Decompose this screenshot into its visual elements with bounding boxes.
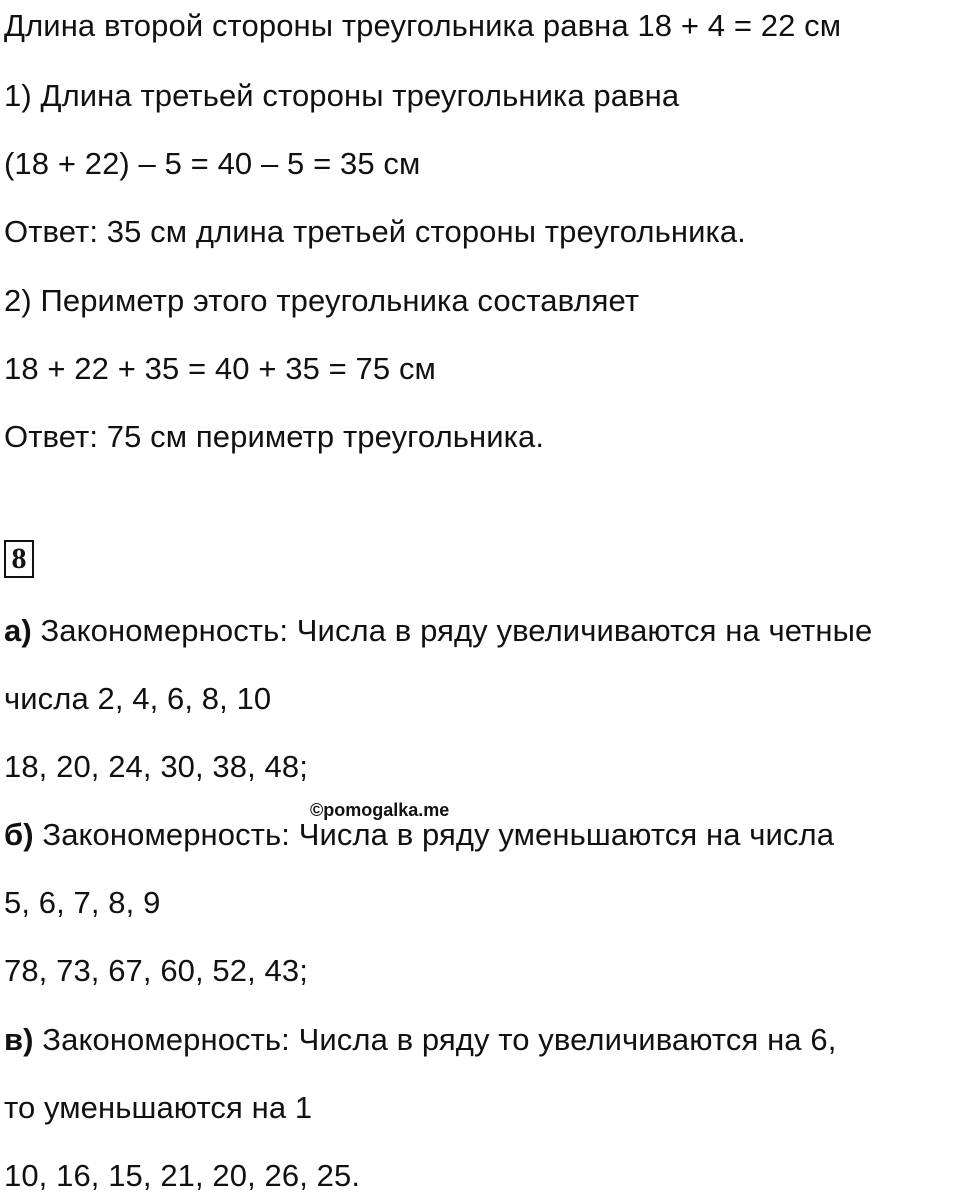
item-c-marker: в) bbox=[4, 1022, 34, 1057]
task-number: 8 bbox=[11, 542, 27, 575]
item-b-series: 78, 73, 67, 60, 52, 43; bbox=[4, 953, 308, 988]
item-b-marker: б) bbox=[4, 817, 34, 852]
item-b-continuation: 5, 6, 7, 8, 9 bbox=[4, 885, 161, 920]
watermark: ©pomogalka.me bbox=[310, 800, 450, 820]
item-c-line bbox=[4, 1020, 836, 1060]
answer-line-2: Ответ: 75 см периметр треугольника. bbox=[4, 419, 545, 454]
item-c-continuation: то уменьшаются на 1 bbox=[4, 1090, 313, 1125]
solution-line-1: Длина второй стороны треугольника равна 18 + 4 = 22 см bbox=[4, 8, 842, 43]
item-a-marker: а) bbox=[4, 613, 32, 648]
item-c-series: 10, 16, 15, 21, 20, 26, 25. bbox=[4, 1158, 361, 1193]
item-b-text: Закономерность: Числа в ряду уменьшаются на числа bbox=[33, 817, 835, 852]
item-a-series: 18, 20, 24, 30, 38, 48; bbox=[4, 749, 308, 784]
item-c-text: Закономерность: Числа в ряду то увеличиваются на 6, bbox=[33, 1022, 837, 1057]
solution-line-3: (18 + 22) – 5 = 40 – 5 = 35 см bbox=[4, 146, 421, 181]
task-number-box bbox=[4, 540, 34, 578]
solution-line-6: 18 + 22 + 35 = 40 + 35 = 75 см bbox=[4, 351, 436, 386]
item-a-continuation: числа 2, 4, 6, 8, 10 bbox=[4, 681, 272, 716]
item-b-line bbox=[4, 815, 834, 855]
item-a-text: Закономерность: Числа в ряду увеличиваются на четные bbox=[31, 613, 873, 648]
item-a-line bbox=[4, 611, 872, 651]
answer-line-1: Ответ: 35 см длина третьей стороны треугольника. bbox=[4, 214, 746, 249]
solution-line-2: 1) Длина третьей стороны треугольника равна bbox=[4, 78, 680, 113]
solution-line-5: 2) Периметр этого треугольника составляет bbox=[4, 283, 640, 318]
